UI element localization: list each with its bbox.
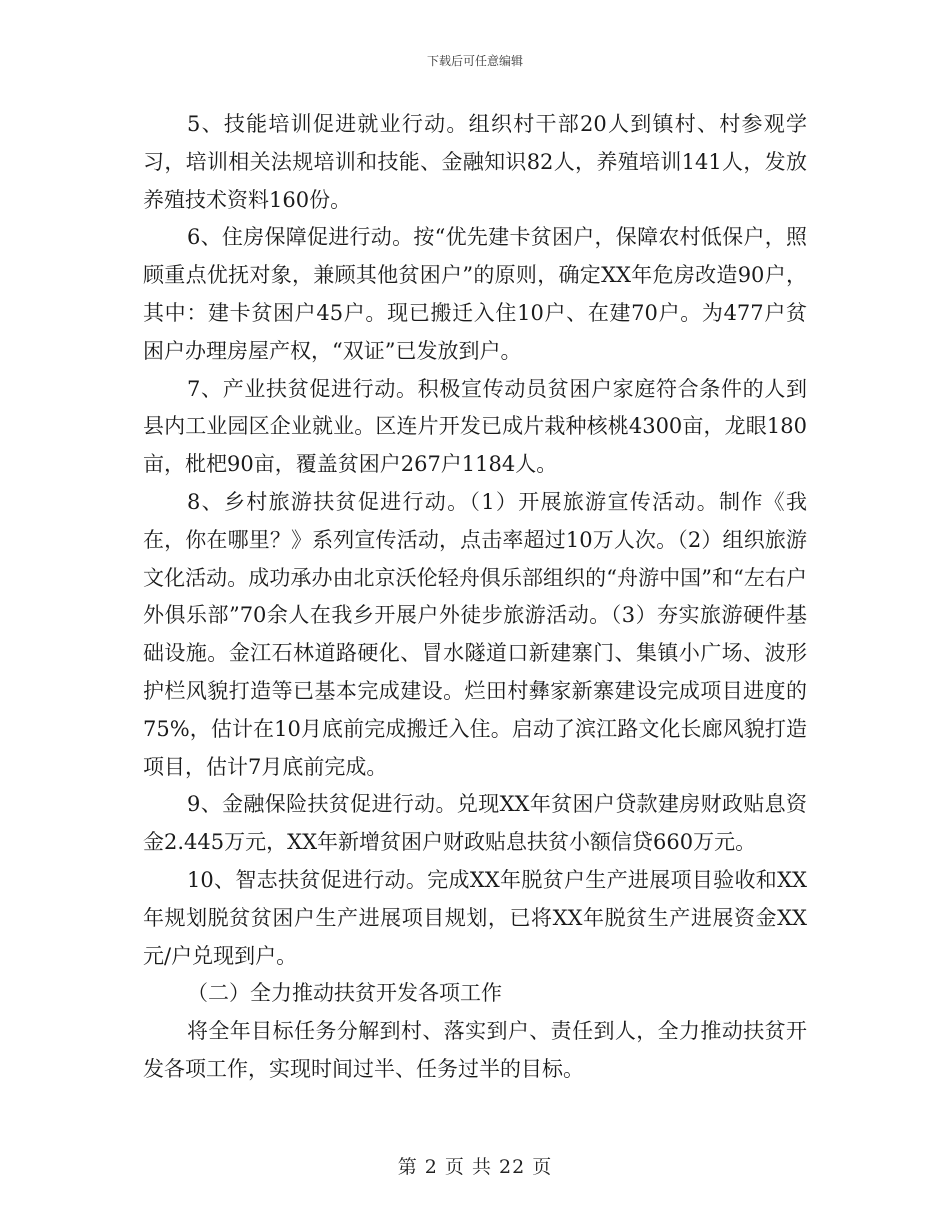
- paragraph-skills-training: 5、技能培训促进就业行动。组织村干部20人到镇村、村参观学习，培训相关法规培训和技能、金融知识82人，养殖培训141人，发放养殖技术资料160份。: [143, 112, 807, 212]
- paragraph-finance: 9、金融保险扶贫促进行动。兑现XX年贫困户贷款建房财政贴息资金2.445万元，XX年新增贫困户财政贴息扶贫小额信贷660万元。: [143, 792, 807, 855]
- paragraph-housing: 6、住房保障促进行动。按“优先建卡贫困户，保障农村低保户，照顾重点优抚对象，兼顾其他贫困户”的原则，确定XX年危房改造90户，其中：建卡贫困户45户。现已搬迁入住10户、在建70户。为477户贫困户办理房屋产权，“双证”已发放到户。: [143, 225, 807, 363]
- page-header: 下载后可任意编辑: [426, 54, 523, 68]
- paragraph-goals: 将全年目标任务分解到村、落实到户、责任到人，全力推动扶贫开发各项工作，实现时间过半、任务过半的目标。: [143, 1019, 807, 1081]
- document-body: [143, 106, 807, 1089]
- section-heading: （二）全力推动扶贫开发各项工作: [187, 981, 502, 1006]
- page-number: 第 2 页 共 22 页: [397, 1156, 553, 1178]
- paragraph-aspiration: 10、智志扶贫促进行动。完成XX年脱贫户生产进展项目验收和XX年规划脱贫贫困户生产进展项目规划，已将XX年脱贫生产进展资金XX元/户兑现到户。: [143, 867, 807, 968]
- paragraph-tourism: 8、乡村旅游扶贫促进行动。（1）开展旅游宣传活动。制作《我在，你在哪里？》系列宣传活动，点击率超过10万人次。（2）组织旅游文化活动。成功承办由北京沃伦轻舟俱乐部组织的“舟游中国”和“左右户外俱乐部”70余人在我乡开展户外徒步旅游活动。（3）夯实旅游硬件基础设施。金江石林道路硬化、冒水隧道口新建寨门、集镇小广场、波形护栏风貌打造等已基本完成建设。烂田村彝家新寨建设完成项目进度的75%，估计在10月底前完成搬迁入住。启动了滨江路文化长廊风貌打造项目，估计7月底前完成。: [143, 489, 807, 779]
- paragraph-industry: 7、产业扶贫促进行动。积极宣传动员贫困户家庭符合条件的人到县内工业园区企业就业。区连片开发已成片栽种核桃4300亩，龙眼180亩，枇杷90亩，覆盖贫困户267户1184人。: [143, 376, 807, 477]
